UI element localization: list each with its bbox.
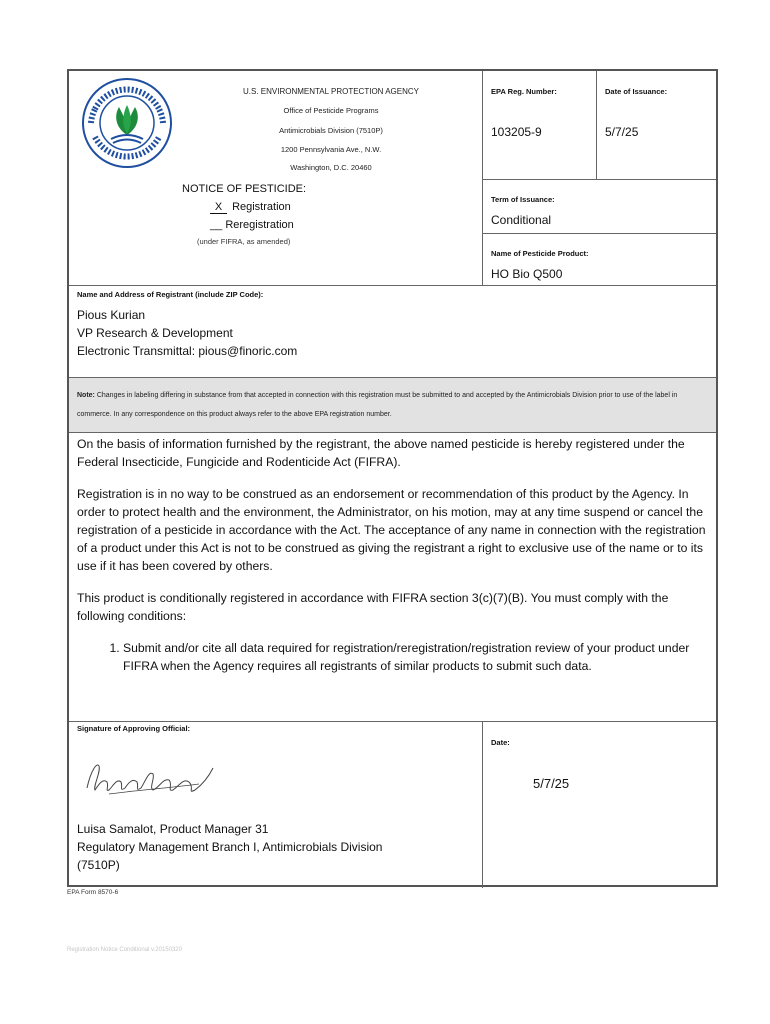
- agency-city: Washington, D.C. 20460: [290, 163, 372, 172]
- body-paragraph-3: This product is conditionally registered in accordance with FIFRA section 3(c)(7)(B). You must comply with the following conditions:: [77, 591, 669, 623]
- note-text: Changes in labeling differing in substance from that accepted in connection with this registration must be submitted to and accepted by the Antimicrobials Division prior to use of the label in commerce. In any correspondence on this product always refer to the above EPA registration number.: [77, 392, 678, 418]
- note-prefix: Note:: [77, 392, 95, 399]
- term-of-issuance-label: Term of Issuance:: [491, 195, 555, 204]
- term-of-issuance-row: [483, 180, 716, 234]
- reg-number-date-row: [483, 71, 716, 180]
- date-of-issuance-label: Date of Issuance:: [605, 87, 668, 96]
- under-fifra-note: (under FIFRA, as amended): [197, 237, 291, 246]
- signature-label: Signature of Approving Official:: [77, 724, 191, 733]
- conditions-list: [123, 639, 713, 675]
- date-of-issuance-value: 5/7/25: [605, 125, 639, 139]
- product-name-row: [483, 234, 716, 286]
- registrant-title: VP Research & Development: [77, 326, 233, 340]
- epa-reg-number-value: 103205-9: [491, 125, 542, 139]
- registration-checkmark: X: [210, 202, 227, 214]
- signature-date-block: [482, 722, 716, 888]
- term-of-issuance-value: Conditional: [491, 213, 552, 227]
- registrant-name: Pious Kurian: [77, 308, 146, 322]
- agency-street: 1200 Pennsylvania Ave., N.W.: [280, 145, 382, 154]
- agency-name: U.S. ENVIRONMENTAL PROTECTION AGENCY: [242, 87, 420, 96]
- header-agency-block: [69, 71, 482, 286]
- registration-body: [77, 435, 713, 675]
- reregistration-option: [210, 219, 294, 231]
- registration-option: [210, 201, 291, 214]
- body-paragraph-1: On the basis of information furnished by the registrant, the above named pesticide is hereby registered under the Federal Insecticide, Fungicide and Rodenticide Act (FIFRA).: [77, 437, 685, 469]
- field-divider: [596, 71, 597, 180]
- product-name-value: HO Bio Q500: [491, 267, 563, 281]
- form-code: EPA Form 8570-6: [67, 889, 119, 896]
- registration-label: Registration: [232, 201, 291, 213]
- condition-item: 1. Submit and/or cite all data required for registration/reregistration/registration review of your product under FIFRA when the Agency requires all registrants of similar products to submit such data.: [123, 639, 713, 675]
- registrant-contact: Electronic Transmittal: pious@finoric.com: [77, 344, 298, 358]
- notice-title: NOTICE OF PESTICIDE:: [182, 183, 307, 195]
- official-code: (7510P): [77, 858, 120, 872]
- official-branch: Regulatory Management Branch I, Antimicrobials Division: [77, 840, 383, 854]
- registrant-label: Name and Address of Registrant (include ZIP Code):: [77, 290, 264, 299]
- epa-reg-number-label: EPA Reg. Number:: [491, 87, 557, 96]
- signature-date-value: 5/7/25: [533, 776, 570, 791]
- signature-block: [69, 721, 716, 887]
- header-fields-block: [482, 71, 716, 286]
- signature-date-label: Date:: [491, 738, 510, 747]
- official-name: Luisa Samalot, Product Manager 31: [77, 822, 269, 836]
- reregistration-label: Reregistration: [225, 219, 294, 231]
- body-paragraph-2: Registration is in no way to be construed as an endorsement or recommendation of this product by the Agency. In order to protect health and the environment, the Administrator, on his motion, may at any time suspend or cancel the registration of a pesticide in accordance with the Act. The acceptance of any name in connection with the registration of a product under this Act is not to be construed as giving the registrant a right to exclusive use of the name or to its use if it has been covered by others.: [77, 487, 706, 573]
- footer-watermark: Registration Notice Conditional v.20150320: [67, 947, 182, 953]
- product-name-label: Name of Pesticide Product:: [491, 249, 589, 258]
- labeling-note: [69, 378, 716, 433]
- handwritten-signature: [79, 748, 219, 803]
- registrant-block: [69, 286, 716, 378]
- form-header: [69, 71, 716, 286]
- reregistration-blank: __: [210, 219, 223, 231]
- agency-division: Antimicrobials Division (7510P): [279, 126, 383, 135]
- epa-registration-form: [67, 69, 718, 887]
- epa-seal-logo: [81, 77, 173, 169]
- agency-office: Office of Pesticide Programs: [283, 106, 379, 115]
- signature-left: [69, 722, 482, 888]
